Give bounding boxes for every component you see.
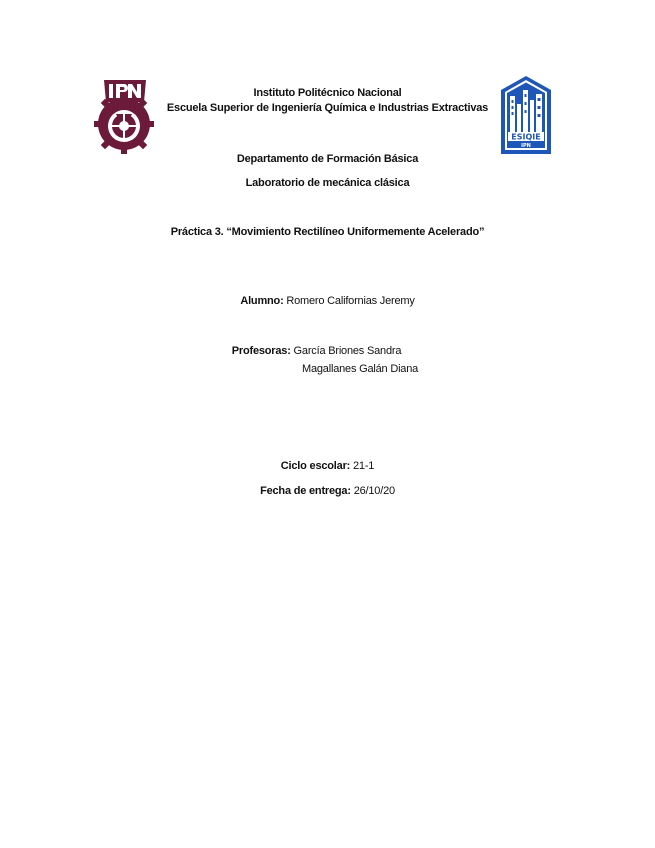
teacher-name-2: Magallanes Galán Diana <box>302 363 419 375</box>
date-line <box>0 484 655 498</box>
teachers-label: Profesoras: <box>231 345 291 357</box>
date-value: 26/10/20 <box>353 485 395 497</box>
student-name: Romero Californias Jeremy <box>286 295 415 307</box>
school-name: Escuela Superior de Ingeniería Química e Industrias Extractivas <box>166 102 489 114</box>
esiqie-logo-subtext: IPN <box>521 143 531 149</box>
lab-name: Laboratorio de mecánica clásica <box>245 177 410 189</box>
practice-title: Práctica 3. “Movimiento Rectilíneo Uniformemente Acelerado” <box>170 226 485 238</box>
cycle-value: 21-1 <box>352 460 375 472</box>
teacher-name-1: García Briones Sandra <box>293 345 402 357</box>
department-name: Departamento de Formación Básica <box>236 153 419 165</box>
esiqie-logo-text: ESIQIE <box>511 132 541 142</box>
student-line <box>0 294 655 308</box>
teachers-line <box>0 344 644 358</box>
date-label: Fecha de entrega: <box>260 485 351 497</box>
student-label: Alumno: <box>240 295 284 307</box>
cycle-line <box>0 459 655 473</box>
institution-name: Instituto Politécnico Nacional <box>253 87 402 99</box>
cycle-label: Ciclo escolar: <box>280 460 351 472</box>
